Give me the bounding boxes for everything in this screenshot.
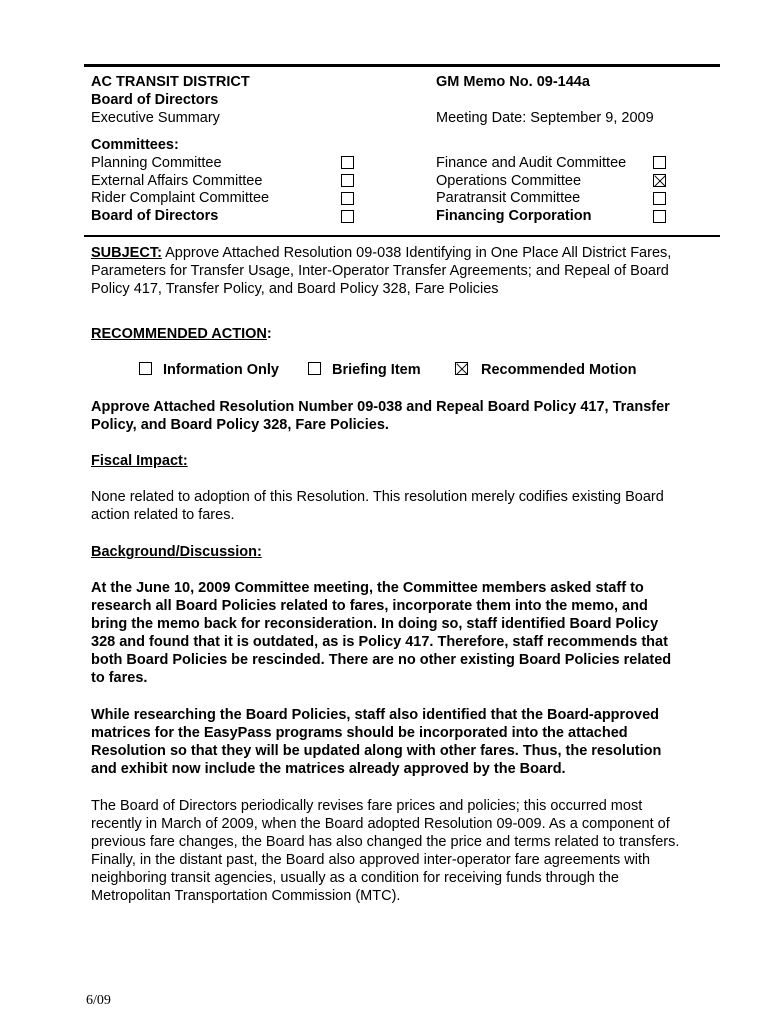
checkbox-financing-corporation[interactable] <box>653 210 666 223</box>
motion-text <box>91 398 716 434</box>
paragraph-line: neighboring transit agencies, usually as a condition for receiving funds through the <box>91 870 619 886</box>
subject-line: Approve Attached Resolution 09-038 Identifying in One Place All District Fares, <box>161 245 672 261</box>
paragraph-line: research all Board Policies related to fares, incorporate them into the memo, and <box>91 598 648 614</box>
checkbox-planning[interactable] <box>341 156 354 169</box>
committees-heading: Committees: <box>91 137 179 153</box>
paragraph-line: both Board Policies be rescinded. There are no other existing Board Policies related <box>91 652 672 668</box>
checkbox-operations[interactable] <box>653 174 666 187</box>
paragraph-line: At the June 10, 2009 Committee meeting, the Committee members asked staff to <box>91 580 644 596</box>
recommended-action-heading <box>91 325 272 343</box>
paragraph-line: recently in March of 2009, when the Board adopted Resolution 09-009. As a component of <box>91 816 670 832</box>
committee-label-rider-complaint: Rider Complaint Committee <box>91 190 270 206</box>
paragraph-line: Metropolitan Transportation Commission (MTC). <box>91 888 401 904</box>
motion-line: Policy, and Board Policy 328, Fare Policies. <box>91 417 389 433</box>
subject-line: Parameters for Transfer Usage, Inter-Operator Transfer Agreements; and Repeal of Board <box>91 263 669 279</box>
committee-label-financing-corporation: Financing Corporation <box>436 208 592 224</box>
motion-line: Approve Attached Resolution Number 09-038 and Repeal Board Policy 417, Transfer <box>91 399 670 415</box>
section-rule <box>84 235 720 237</box>
option-briefing-item: Briefing Item <box>332 362 421 378</box>
top-rule <box>84 64 720 67</box>
paragraph-line: The Board of Directors periodically revises fare prices and policies; this occurred most <box>91 798 643 814</box>
committee-label-external-affairs: External Affairs Committee <box>91 173 263 189</box>
option-information-only: Information Only <box>163 362 279 378</box>
checkbox-rider-complaint[interactable] <box>341 192 354 205</box>
background-paragraph-1 <box>91 579 716 687</box>
paragraph-line: to fares. <box>91 670 148 686</box>
paragraph-line: Finally, in the distant past, the Board also approved inter-operator fare agreements with <box>91 852 651 868</box>
meeting-date: Meeting Date: September 9, 2009 <box>436 110 654 126</box>
checkbox-external-affairs[interactable] <box>341 174 354 187</box>
fiscal-line: action related to fares. <box>91 507 235 523</box>
paragraph-line: previous fare changes, the Board has also changed the price and terms related to transfers. <box>91 834 680 850</box>
paragraph-line: bring the memo back for reconsideration. In doing so, staff identified Board Policy <box>91 616 659 632</box>
committee-label-paratransit: Paratransit Committee <box>436 190 581 206</box>
executive-summary-label: Executive Summary <box>91 110 220 126</box>
fiscal-impact-heading: Fiscal Impact: <box>91 453 188 469</box>
recommended-action-colon: : <box>266 326 272 342</box>
committee-label-board-of-directors: Board of Directors <box>91 208 219 224</box>
committee-label-planning: Planning Committee <box>91 155 222 171</box>
background-heading: Background/Discussion: <box>91 544 262 560</box>
paragraph-line: 328 and found that it is outdated, as is Policy 417. Therefore, staff recommends that <box>91 634 668 650</box>
subject-block <box>91 244 716 298</box>
checkbox-paratransit[interactable] <box>653 192 666 205</box>
checkbox-briefing-item[interactable] <box>308 362 321 375</box>
subject-label: SUBJECT: <box>91 245 162 261</box>
recommended-action-label: RECOMMENDED ACTION <box>91 326 267 342</box>
paragraph-line: and exhibit now include the matrices already approved by the Board. <box>91 761 566 777</box>
background-paragraph-3 <box>91 797 716 905</box>
paragraph-line: While researching the Board Policies, staff also identified that the Board-approved <box>91 707 660 723</box>
committee-label-operations: Operations Committee <box>436 173 582 189</box>
checkbox-finance-audit[interactable] <box>653 156 666 169</box>
board-title: Board of Directors <box>91 92 219 108</box>
committee-label-finance-audit: Finance and Audit Committee <box>436 155 627 171</box>
background-paragraph-2 <box>91 706 716 778</box>
subject-line: Policy 417, Transfer Policy, and Board Policy 328, Fare Policies <box>91 281 499 297</box>
fiscal-impact-text <box>91 488 716 524</box>
memo-number: GM Memo No. 09-144a <box>436 74 590 90</box>
checkbox-information-only[interactable] <box>139 362 152 375</box>
checkbox-recommended-motion[interactable] <box>455 362 468 375</box>
footer-date-code: 6/09 <box>86 993 111 1008</box>
paragraph-line: Resolution so that they will be updated along with other fares. Thus, the resolution <box>91 743 662 759</box>
org-name: AC TRANSIT DISTRICT <box>91 74 250 90</box>
option-recommended-motion: Recommended Motion <box>481 362 637 378</box>
fiscal-line: None related to adoption of this Resolution. This resolution merely codifies existing Board <box>91 489 664 505</box>
checkbox-board-of-directors[interactable] <box>341 210 354 223</box>
paragraph-line: matrices for the EasyPass programs should be incorporated into the attached <box>91 725 628 741</box>
